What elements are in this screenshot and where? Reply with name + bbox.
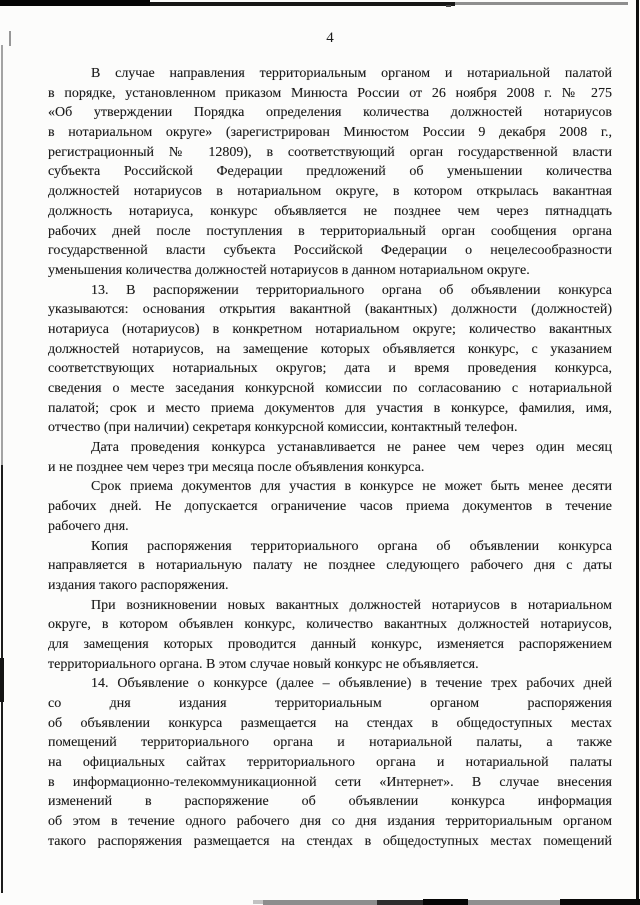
scan-artifact-right-border [636, 0, 639, 905]
text-line: рабочего дня. [48, 518, 129, 534]
scan-artifact-left-tick [9, 31, 11, 46]
text-line: должность нотариуса, конкурс объявляется не позднее чем через пятнадцать [48, 203, 612, 219]
scan-artifact-bottom-bar [560, 899, 640, 905]
text-line: для замещения которых проводится данный конкурс, изменяется распоряжением [48, 636, 612, 652]
scan-artifact-top-bar [0, 0, 150, 6]
text-line: указываются: основания открытия вакантной (вакантных) должности (должностей) [48, 302, 612, 318]
page-number: 4 [326, 30, 334, 46]
text-line: должностей нотариусов, на замещение которых объявляется конкурс, с указанием [48, 341, 612, 357]
text-line: на официальных сайтах территориального органа и нотариальной палаты [48, 755, 612, 771]
text-line: нотариуса (нотариусов) в конкретном нотариальном округе; количество вакантных [48, 321, 612, 337]
text-line: субъекта Российской Федерации предложений об уменьшении количества [48, 164, 612, 180]
text-line: в порядке, установленном приказом Минюста России от 26 ноября 2008 г. № 275 [48, 85, 612, 101]
scan-artifact-left-blob [0, 658, 4, 702]
text-line: территориального органа. В этом случае новый конкурс не объявляется. [48, 656, 479, 672]
text-line: изменений в распоряжение об объявлении конкурса информация [48, 794, 612, 810]
text-line: сведения о месте заседания конкурсной комиссии по согласованию с нотариальной [48, 381, 612, 396]
text-line: об объявлении конкурса размещается на стендах в общедоступных местах [48, 715, 612, 731]
text-line: отчество (при наличии) секретаря конкурсной комиссии, контактный телефон. [48, 420, 518, 436]
scan-artifact-top-bar [455, 2, 628, 5]
text-line: государственной власти субъекта Российской Федерации о нецелесообразности [48, 243, 612, 259]
text-line: 13. В распоряжении территориального органа об объявлении конкурса [91, 282, 612, 298]
scan-artifact-dot [446, 5, 451, 7]
text-line: издания такого распоряжения. [48, 577, 229, 593]
text-line: 14. Объявление о конкурсе (далее – объявление) в течение трех рабочих дней [91, 676, 612, 692]
scan-artifact-bottom-bar [423, 899, 468, 905]
text-line: рабочих дней после поступления в территориальный орган сообщения органа [48, 223, 612, 239]
text-line: Дата проведения конкурса устанавливается не ранее чем через один месяц [91, 440, 612, 456]
text-line: и не позднее чем через три месяца после объявления конкурса. [48, 459, 425, 475]
scan-artifact-bottom-bar [468, 900, 560, 905]
text-line: соответствующих нотариальных округов; дата и время проведения конкурса, [48, 361, 612, 377]
scan-artifact-bottom-bar [263, 900, 377, 905]
text-line: палатой; срок и место приема документов для участия в конкурсе, фамилия, имя, [48, 400, 612, 416]
scan-artifact-bottom-bar [377, 900, 423, 905]
text-line: «Об утверждении Порядка определения количества должностей нотариусов [48, 105, 612, 121]
text-line: рабочих дней. Не допускается ограничение часов приема документов в течение [48, 499, 612, 515]
scan-artifact-top-bar [150, 2, 455, 6]
text-line: в информационно-телекоммуникационной сети «Интернет». В случае внесения [48, 774, 612, 790]
text-line: об этом в течение одного рабочего дня со дня издания территориальным органом [48, 814, 612, 830]
text-line: такого распоряжения размещается на стендах в общедоступных местах помещений [48, 833, 612, 849]
text-line: со дня издания территориальным органом распоряжения [48, 696, 612, 711]
text-line: В случае направления территориальным органом и нотариальной палатой [91, 66, 612, 81]
text-line: должностей нотариусов в нотариальном округе, в котором открылась вакантная [48, 184, 612, 200]
text-line: Копия распоряжения территориального органа об объявлении конкурса [91, 538, 612, 554]
text-line: направляется в нотариальную палату не позднее следующего рабочего дня с даты [48, 558, 612, 574]
text-line: При возникновении новых вакантных должностей нотариусов в нотариальном [91, 597, 612, 613]
text-line: Срок приема документов для участия в конкурсе не может быть менее десяти [91, 479, 612, 495]
text-line: помещений территориального органа и нотариальной палаты, а также [48, 735, 612, 751]
text-line: округе, в котором объявлен конкурс, количество вакантных должностей нотариусов, [48, 617, 612, 633]
text-line: уменьшения количества должностей нотариусов в данном нотариальном округе. [48, 262, 530, 278]
scan-artifact-bottom-bar [253, 900, 263, 904]
document-text-body [48, 64, 612, 852]
text-line: в нотариальном округе» (зарегистрирован Минюстом России 9 декабря 2008 г., [48, 125, 612, 141]
scan-artifact-left-border [1, 45, 3, 465]
text-line: регистрационный № 12809), в соответствующий орган государственной власти [48, 144, 612, 160]
